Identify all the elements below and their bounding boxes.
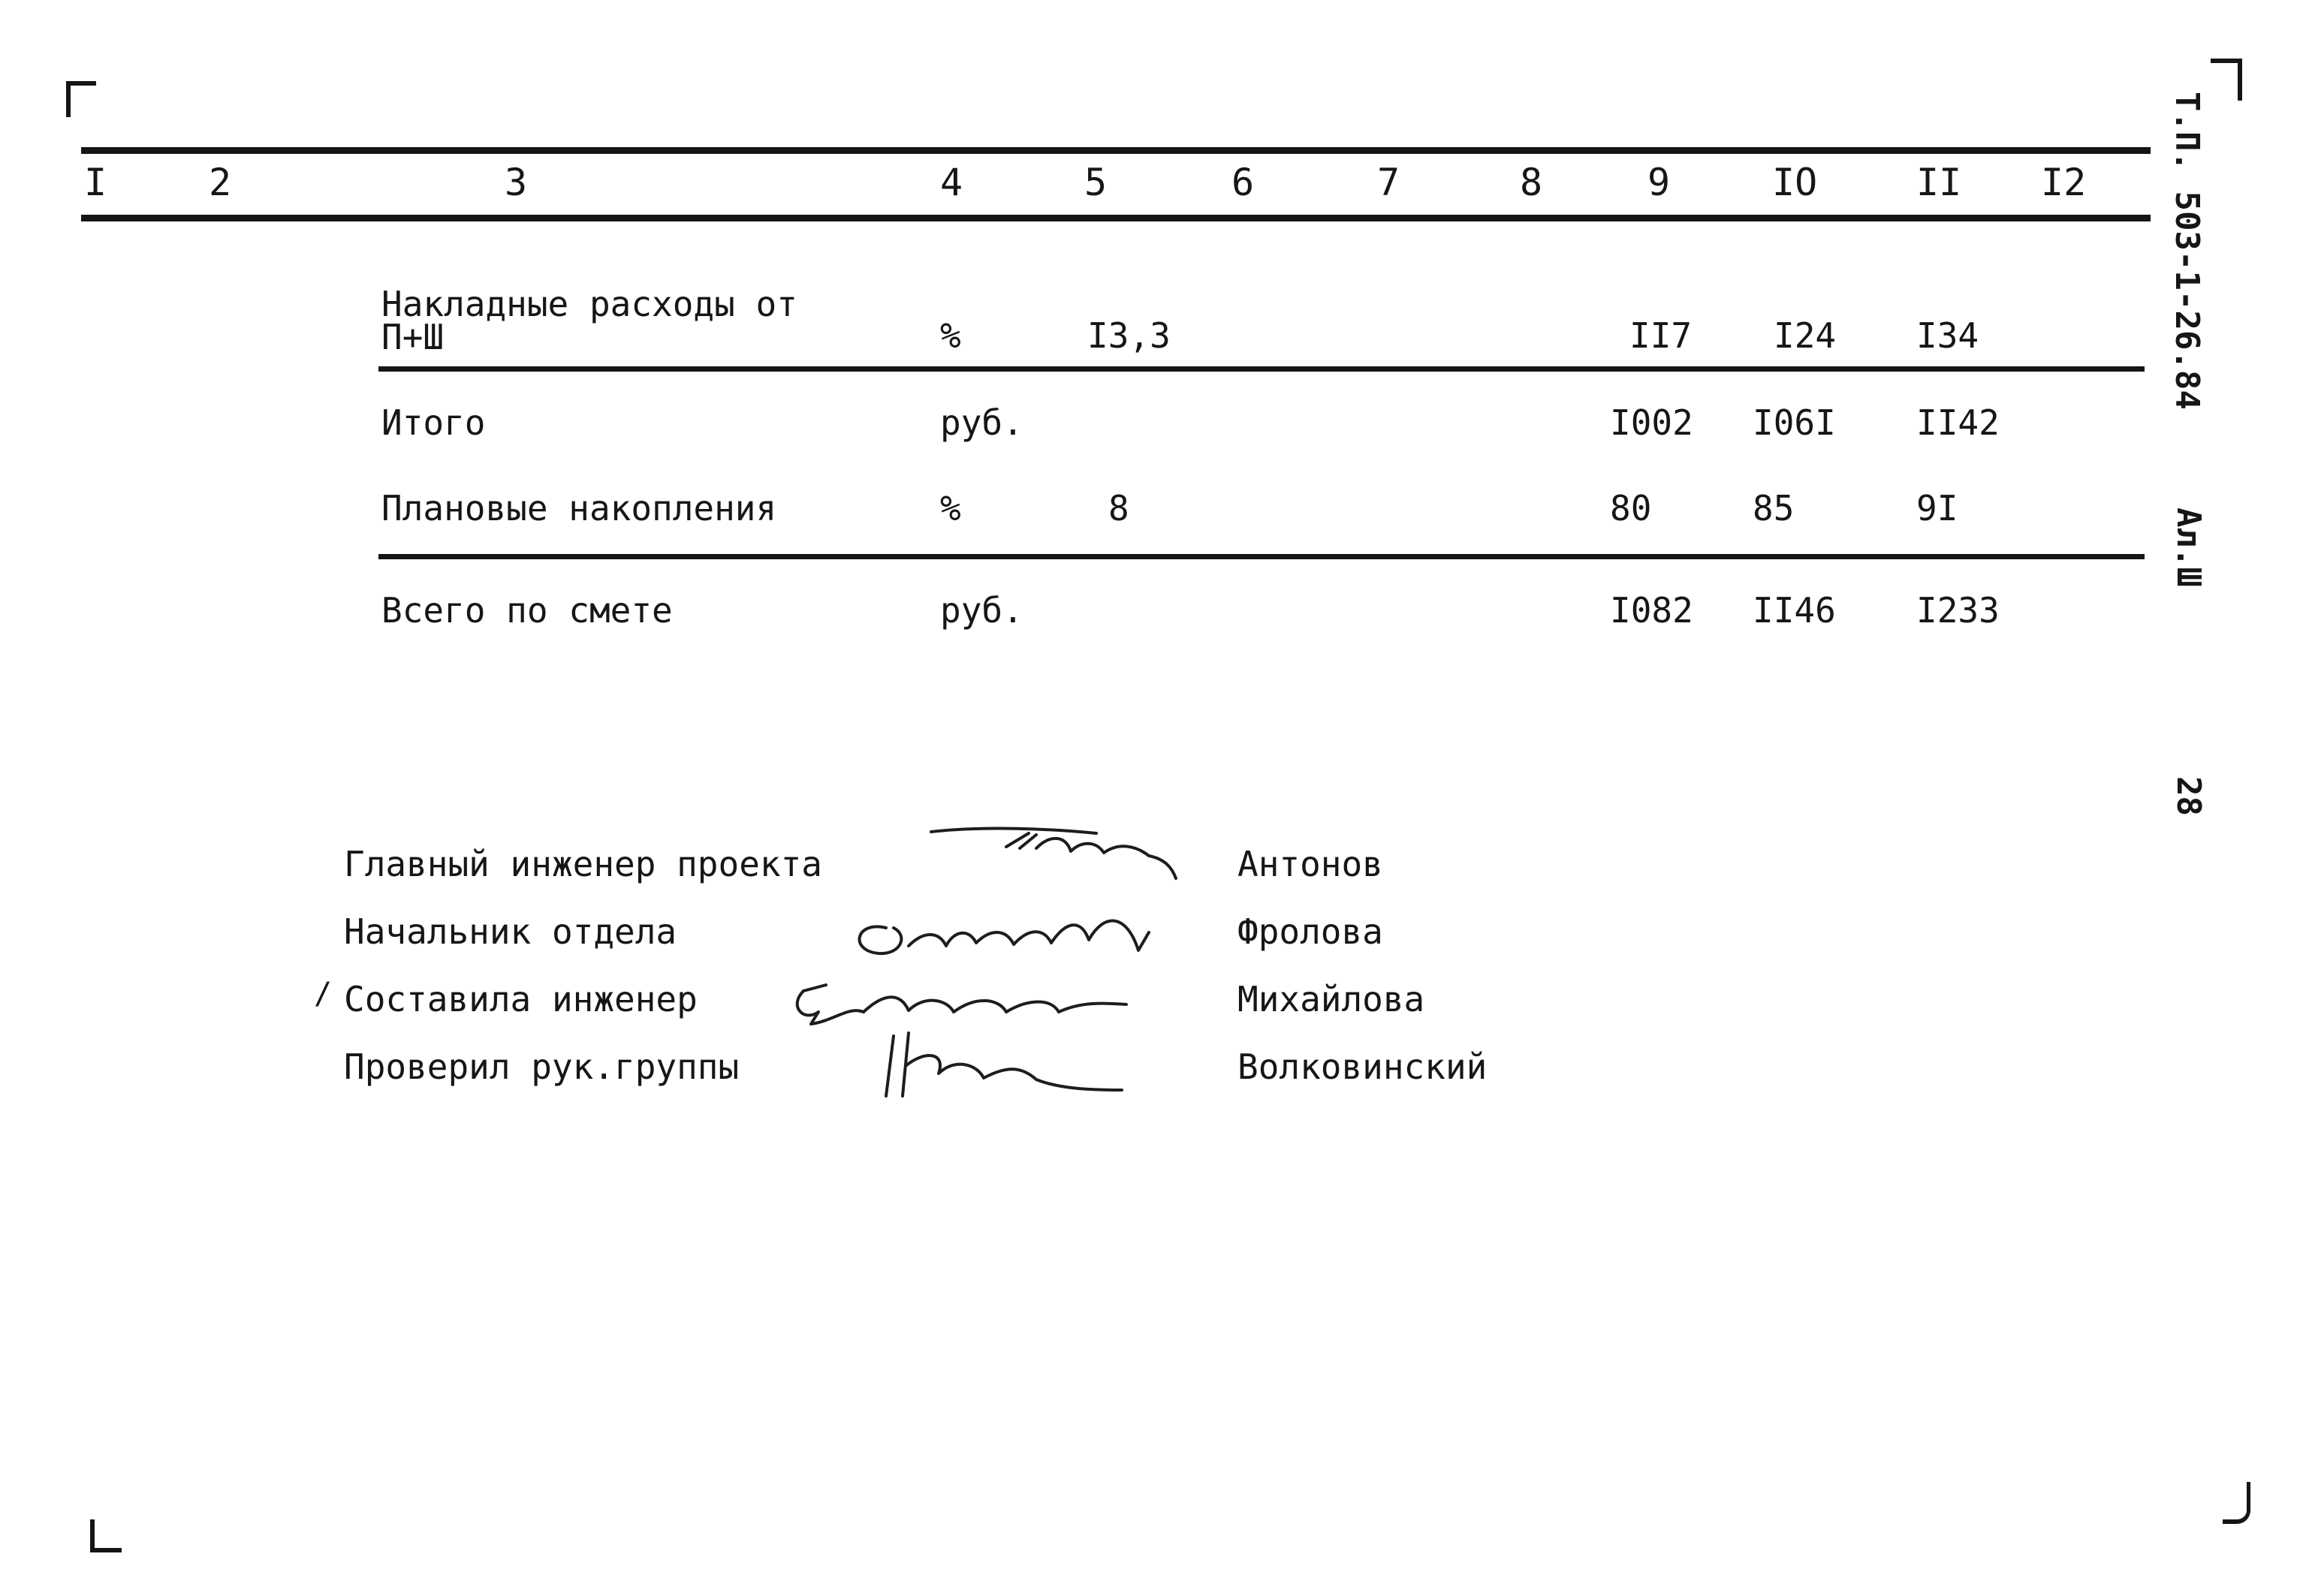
signature-role: Составила инженер [344,979,698,1019]
row-name: Итого [381,402,486,443]
row-unit: % [940,488,961,528]
row-col10: I06I [1753,402,1836,443]
row-col9: 80 [1610,488,1652,528]
row-col9: II7 [1629,315,1693,356]
album-label: Ал.Ш [2169,507,2208,587]
corner-mark-bottom-left [90,1519,122,1552]
row-col9: I082 [1610,590,1693,631]
row-name: Всего по смете [381,590,673,631]
corner-mark-top-left [66,81,96,117]
signature-name: Волковинский [1237,1046,1488,1087]
corner-mark-bottom-right [2223,1482,2250,1524]
column-header: 9 [1647,161,1671,204]
column-header: 5 [1084,161,1108,204]
corner-mark-top-right [2211,59,2242,101]
handwritten-signature-1 [924,818,1179,893]
row-col11: 9I [1916,488,1958,528]
row-name-continued: П+Ш [381,317,445,357]
row-unit: руб. [940,590,1023,631]
signature-role: Главный инженер проекта [344,844,822,884]
handwritten-signature-4 [864,1021,1134,1104]
row-rate: 8 [1108,488,1129,528]
row-unit: % [940,315,961,356]
row-col11: I233 [1916,590,2000,631]
row-divider [378,366,2145,372]
row-divider [378,554,2145,559]
signature-name: Михайлова [1237,979,1425,1019]
column-header: 4 [940,161,963,204]
signature-role: Проверил рук.группы [344,1046,740,1087]
row-col9: I002 [1610,402,1693,443]
column-header: II [1916,161,1962,204]
row-col10: II46 [1753,590,1836,631]
column-header: 6 [1231,161,1255,204]
row-col11: II42 [1916,402,2000,443]
row-unit: руб. [940,402,1023,443]
row-rate: I3,3 [1087,315,1171,356]
header-top-rule [81,147,2151,154]
page-number: 28 [2169,776,2208,816]
column-header: IO [1772,161,1818,204]
column-header: 3 [505,161,528,204]
row-name: Плановые накопления [381,488,777,528]
check-mark: / [314,977,333,1011]
column-header: 7 [1377,161,1400,204]
row-col11: I34 [1916,315,1979,356]
row-name: Накладные расходы от [381,284,797,324]
signature-name: Антонов [1237,844,1383,884]
column-header: I [84,161,107,204]
column-header: I2 [2041,161,2087,204]
header-bottom-rule [81,215,2151,221]
column-header: 2 [209,161,232,204]
row-col10: 85 [1753,488,1795,528]
column-header: 8 [1520,161,1543,204]
signature-name: Фролова [1237,911,1383,952]
signature-role: Начальник отдела [344,911,677,952]
row-col10: I24 [1774,315,1837,356]
document-code: Т.П. 503-1-26.84 [2168,92,2206,410]
